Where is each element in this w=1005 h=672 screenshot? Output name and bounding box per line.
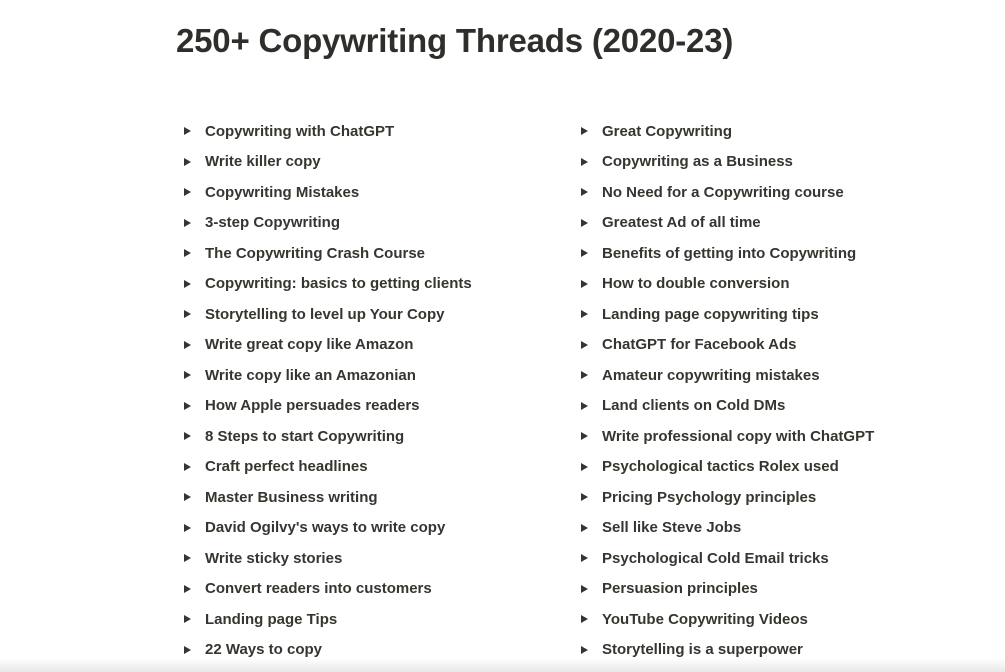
toggle-item-label: 8 Steps to start Copywriting [205, 427, 405, 445]
toggle-item-label: Convert readers into customers [205, 580, 432, 598]
triangle-right-icon[interactable] [581, 585, 588, 593]
toggle-item-label: Write sticky stories [205, 549, 343, 567]
toggle-item-label: YouTube Copywriting Videos [602, 610, 808, 628]
triangle-right-icon[interactable] [581, 249, 588, 257]
toggle-item-label: Sell like Steve Jobs [602, 519, 742, 537]
toggle-item-label: Landing page copywriting tips [602, 305, 819, 323]
toggle-item[interactable] [577, 147, 977, 178]
toggle-item-label: Land clients on Cold DMs [602, 397, 786, 415]
toggle-item[interactable] [577, 482, 977, 513]
toggle-list-left [180, 116, 560, 665]
toggle-item-label: Storytelling is a superpower [602, 641, 803, 659]
toggle-item-label: Copywriting: basics to getting clients [205, 275, 472, 293]
toggle-item[interactable] [180, 635, 560, 666]
toggle-item[interactable] [577, 513, 977, 544]
toggle-item[interactable] [180, 238, 560, 269]
toggle-item[interactable] [180, 574, 560, 605]
triangle-right-icon[interactable] [184, 432, 191, 440]
toggle-item[interactable] [180, 360, 560, 391]
toggle-item[interactable] [180, 482, 560, 513]
toggle-item[interactable] [577, 269, 977, 300]
toggle-item[interactable] [577, 421, 977, 452]
triangle-right-icon[interactable] [184, 554, 191, 562]
toggle-item[interactable] [180, 421, 560, 452]
toggle-item-label: Write killer copy [205, 153, 321, 171]
toggle-item-label: Write copy like an Amazonian [205, 366, 416, 384]
triangle-right-icon[interactable] [581, 280, 588, 288]
triangle-right-icon[interactable] [184, 402, 191, 410]
toggle-item-label: David Ogilvy's ways to write copy [205, 519, 446, 537]
toggle-item-label: Great Copywriting [602, 122, 733, 140]
triangle-right-icon[interactable] [581, 463, 588, 471]
triangle-right-icon[interactable] [581, 341, 588, 349]
triangle-right-icon[interactable] [184, 493, 191, 501]
toggle-item-label: Write great copy like Amazon [205, 336, 414, 354]
triangle-right-icon[interactable] [184, 219, 191, 227]
toggle-item[interactable] [180, 116, 560, 147]
toggle-item-label: No Need for a Copywriting course [602, 183, 844, 201]
toggle-item-label: Landing page Tips [205, 610, 338, 628]
toggle-item[interactable] [180, 208, 560, 239]
triangle-right-icon[interactable] [581, 188, 588, 196]
toggle-item[interactable] [577, 452, 977, 483]
toggle-item-label: Persuasion principles [602, 580, 758, 598]
toggle-item[interactable] [577, 635, 977, 666]
toggle-item[interactable] [577, 604, 977, 635]
toggle-item[interactable] [180, 177, 560, 208]
toggle-item[interactable] [180, 604, 560, 635]
triangle-right-icon[interactable] [581, 219, 588, 227]
toggle-item-label: Psychological Cold Email tricks [602, 549, 829, 567]
triangle-right-icon[interactable] [184, 310, 191, 318]
toggle-item[interactable] [180, 330, 560, 361]
toggle-item[interactable] [577, 299, 977, 330]
toggle-item-label: Psychological tactics Rolex used [602, 458, 839, 476]
triangle-right-icon[interactable] [184, 371, 191, 379]
toggle-item[interactable] [577, 177, 977, 208]
triangle-right-icon[interactable] [184, 249, 191, 257]
triangle-right-icon[interactable] [581, 615, 588, 623]
toggle-item-label: Craft perfect headlines [205, 458, 368, 476]
triangle-right-icon[interactable] [184, 158, 191, 166]
triangle-right-icon[interactable] [581, 493, 588, 501]
toggle-item[interactable] [577, 391, 977, 422]
triangle-right-icon[interactable] [581, 127, 588, 135]
toggle-item-label: How Apple persuades readers [205, 397, 420, 415]
toggle-item-label: Write professional copy with ChatGPT [602, 427, 875, 445]
toggle-item[interactable] [180, 391, 560, 422]
toggle-item[interactable] [577, 360, 977, 391]
toggle-item[interactable] [180, 299, 560, 330]
toggle-item[interactable] [577, 208, 977, 239]
toggle-item[interactable] [577, 543, 977, 574]
toggle-item[interactable] [180, 147, 560, 178]
triangle-right-icon[interactable] [581, 371, 588, 379]
triangle-right-icon[interactable] [581, 554, 588, 562]
toggle-item-label: ChatGPT for Facebook Ads [602, 336, 797, 354]
toggle-item[interactable] [577, 238, 977, 269]
toggle-item-label: 3-step Copywriting [205, 214, 341, 232]
triangle-right-icon[interactable] [581, 432, 588, 440]
toggle-item-label: Storytelling to level up Your Copy [205, 305, 445, 323]
toggle-item-label: Pricing Psychology principles [602, 488, 817, 506]
triangle-right-icon[interactable] [184, 615, 191, 623]
toggle-item[interactable] [180, 513, 560, 544]
toggle-item-label: Copywriting with ChatGPT [205, 122, 395, 140]
triangle-right-icon[interactable] [184, 341, 191, 349]
triangle-right-icon[interactable] [184, 646, 191, 654]
toggle-item-label: Copywriting Mistakes [205, 183, 360, 201]
page-title: 250+ Copywriting Threads (2020-23) [176, 22, 734, 59]
triangle-right-icon[interactable] [581, 310, 588, 318]
toggle-item-label: How to double conversion [602, 275, 790, 293]
toggle-item-label: The Copywriting Crash Course [205, 244, 426, 262]
toggle-item-label: Greatest Ad of all time [602, 214, 761, 232]
toggle-item-label: Benefits of getting into Copywriting [602, 244, 857, 262]
toggle-item-label: Master Business writing [205, 488, 378, 506]
triangle-right-icon[interactable] [184, 188, 191, 196]
triangle-right-icon[interactable] [581, 524, 588, 532]
toggle-item-label: Copywriting as a Business [602, 153, 793, 171]
triangle-right-icon[interactable] [581, 158, 588, 166]
triangle-right-icon[interactable] [581, 402, 588, 410]
triangle-right-icon[interactable] [184, 585, 191, 593]
toggle-item[interactable] [180, 269, 560, 300]
triangle-right-icon[interactable] [581, 646, 588, 654]
toggle-list-right [577, 116, 977, 665]
toggle-item-label: Amateur copywriting mistakes [602, 366, 820, 384]
triangle-right-icon[interactable] [184, 280, 191, 288]
triangle-right-icon[interactable] [184, 463, 191, 471]
toggle-item[interactable] [577, 116, 977, 147]
toggle-item[interactable] [577, 330, 977, 361]
toggle-item[interactable] [577, 574, 977, 605]
toggle-item[interactable] [180, 452, 560, 483]
toggle-item[interactable] [180, 543, 560, 574]
triangle-right-icon[interactable] [184, 524, 191, 532]
triangle-right-icon[interactable] [184, 127, 191, 135]
toggle-item-label: 22 Ways to copy [205, 641, 322, 659]
